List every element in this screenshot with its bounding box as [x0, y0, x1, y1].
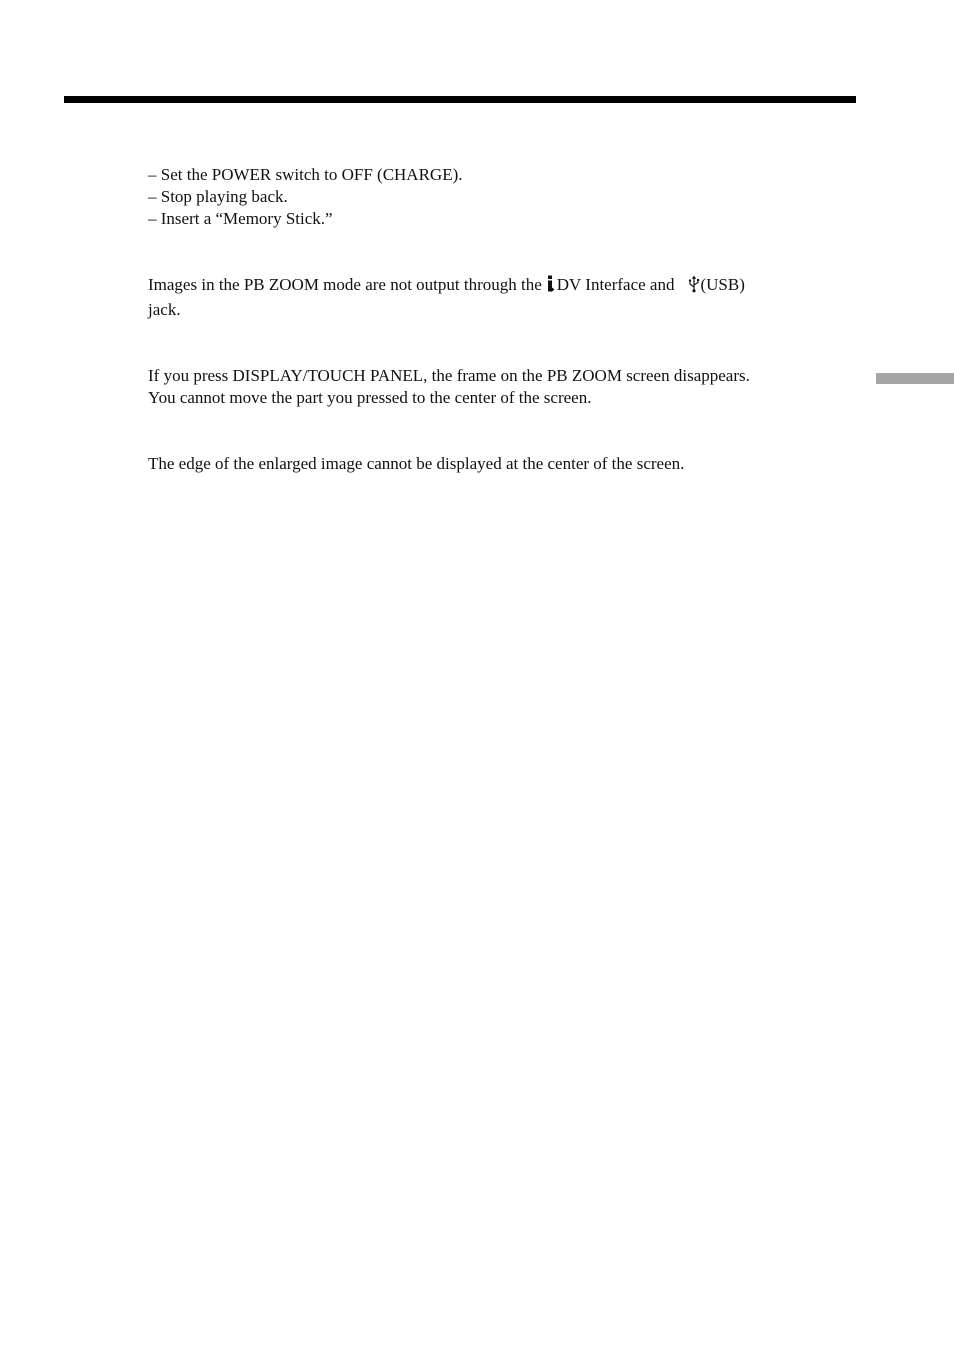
paragraph-line: jack. [148, 300, 181, 319]
paragraph-line: The edge of the enlarged image cannot be displayed at the center of the screen. [148, 454, 685, 473]
list-item: – Stop playing back. [148, 187, 288, 206]
paragraph-line: Images in the PB ZOOM mode are not output through the DV Interface and (USB) [148, 274, 858, 299]
condition-list [148, 164, 858, 230]
list-item: – Set the POWER switch to OFF (CHARGE). [148, 165, 463, 184]
paragraph-edge-note [148, 453, 858, 475]
list-item: – Insert a “Memory Stick.” [148, 209, 333, 228]
i-link-icon [546, 275, 555, 299]
paragraph-output-note [148, 274, 858, 321]
paragraph-display-note [148, 365, 858, 409]
header-rule [64, 96, 856, 103]
section-side-tab [876, 373, 954, 384]
usb-icon [688, 275, 700, 299]
document-body [148, 164, 858, 475]
paragraph-line: If you press DISPLAY/TOUCH PANEL, the frame on the PB ZOOM screen disappears. [148, 366, 750, 385]
paragraph-line: You cannot move the part you pressed to the center of the screen. [148, 388, 592, 407]
